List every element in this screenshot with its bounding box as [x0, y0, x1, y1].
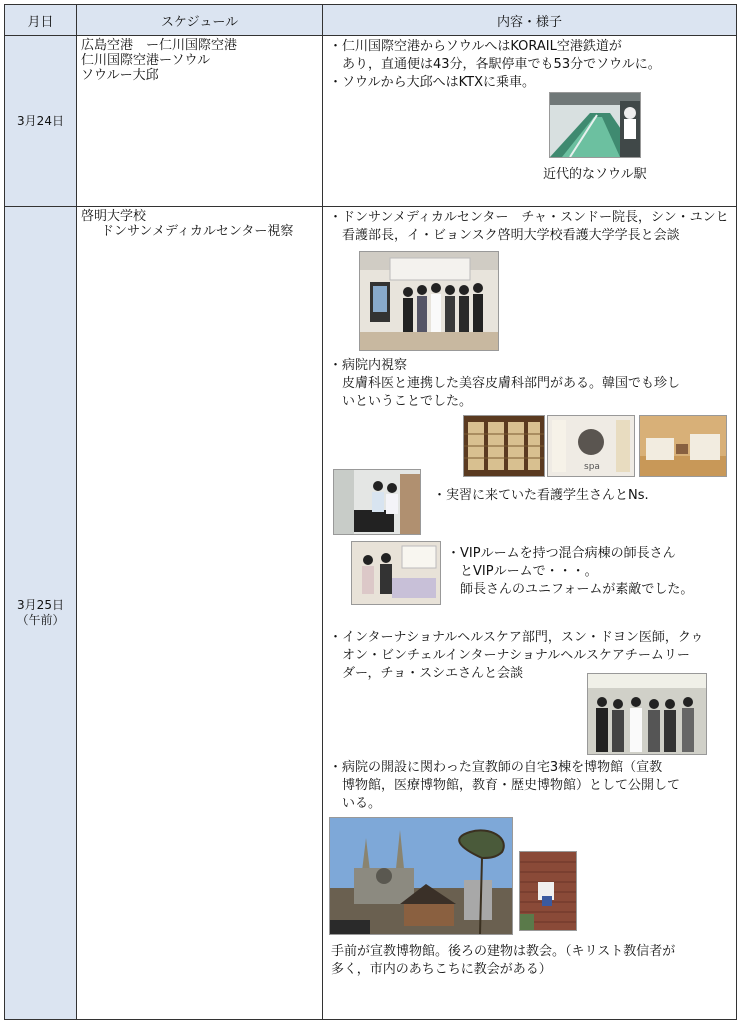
content-paragraph: ・インターナショナルヘルスケア部門，スン・ドヨン医師，クゥ オン・ビンチェルインターナショナルヘルスケアチームリー ダー，チョ・スシエさんと会談 [329, 630, 704, 681]
content-paragraph: ・VIPルームを持つ混合病棟の師長さん とVIPルームで・・・。 師長さんのユニフォームが素敵でした。 [447, 546, 694, 597]
header-row [5, 5, 737, 36]
date-cell [5, 207, 77, 1020]
header-schedule: スケジュール [77, 5, 323, 36]
museum-entrance-photo [519, 851, 577, 931]
schedule-table [4, 4, 737, 1020]
spa-sign-photo [547, 415, 635, 477]
healthcare-team-photo [587, 673, 707, 755]
meeting-photo [359, 251, 499, 351]
date-label: 3月24日 [17, 113, 64, 128]
content-paragraph: ・病院の開設に関わった宣教師の自宅3棟を博物館（宣教 博物館，医療博物館，教育・歴史博物館）として公開して いる。 [329, 760, 681, 811]
schedule-line: ドンサンメディカルセンター視察 [101, 224, 294, 239]
vip-room-photo [351, 541, 441, 605]
schedule-cell [77, 207, 323, 1020]
schedule-line: 仁川国際空港ーソウル [81, 53, 211, 68]
spa-room-photo [639, 415, 727, 477]
photo-caption: 近代的なソウル駅 [543, 167, 647, 182]
nursing-students-photo [333, 469, 421, 535]
date-sublabel: （午前） [16, 613, 65, 627]
museum-church-photo [329, 817, 513, 935]
header-content: 内容・様子 [323, 5, 737, 36]
content-cell [323, 207, 737, 1020]
content-paragraph: ・ドンサンメディカルセンター チャ・スンドー院長，シン・ユンヒ 看護部長，イ・ビョンスク啓明大学校看護大学学長と会談 [329, 210, 729, 243]
schedule-cell [77, 36, 323, 207]
date-cell [5, 36, 77, 207]
content-cell [323, 36, 737, 207]
schedule-line: ソウルー大邱 [81, 68, 159, 83]
table-row [5, 207, 737, 1020]
content-paragraph: ・実習に来ていた看護学生さんとNs. [433, 488, 649, 503]
cosmetics-shelf-photo [463, 415, 545, 477]
seoul-station-photo [549, 92, 641, 158]
schedule-line: 広島空港 ー仁川国際空港 [81, 38, 238, 53]
date-label: 3月25日 [17, 598, 64, 612]
content-paragraph: ・仁川国際空港からソウルへはKORAIL空港鉄道が あり，直通便は43分，各駅停車でも53分でソウルに。 ・ソウルから大邱へはKTXに乗車。 [329, 39, 661, 90]
schedule-line: 啓明大学校 [81, 209, 147, 224]
header-date: 月日 [5, 5, 77, 36]
table-row [5, 36, 737, 207]
content-paragraph: ・病院内視察 皮膚科医と連携した美容皮膚科部門がある。韓国でも珍し いということでした。 [329, 358, 681, 409]
spa-sign-text: spa [584, 462, 600, 472]
photo-caption: 手前が宣教博物館。後ろの建物は教会。（キリスト教信者が 多く，市内のあちこちに教会がある） [331, 944, 676, 977]
